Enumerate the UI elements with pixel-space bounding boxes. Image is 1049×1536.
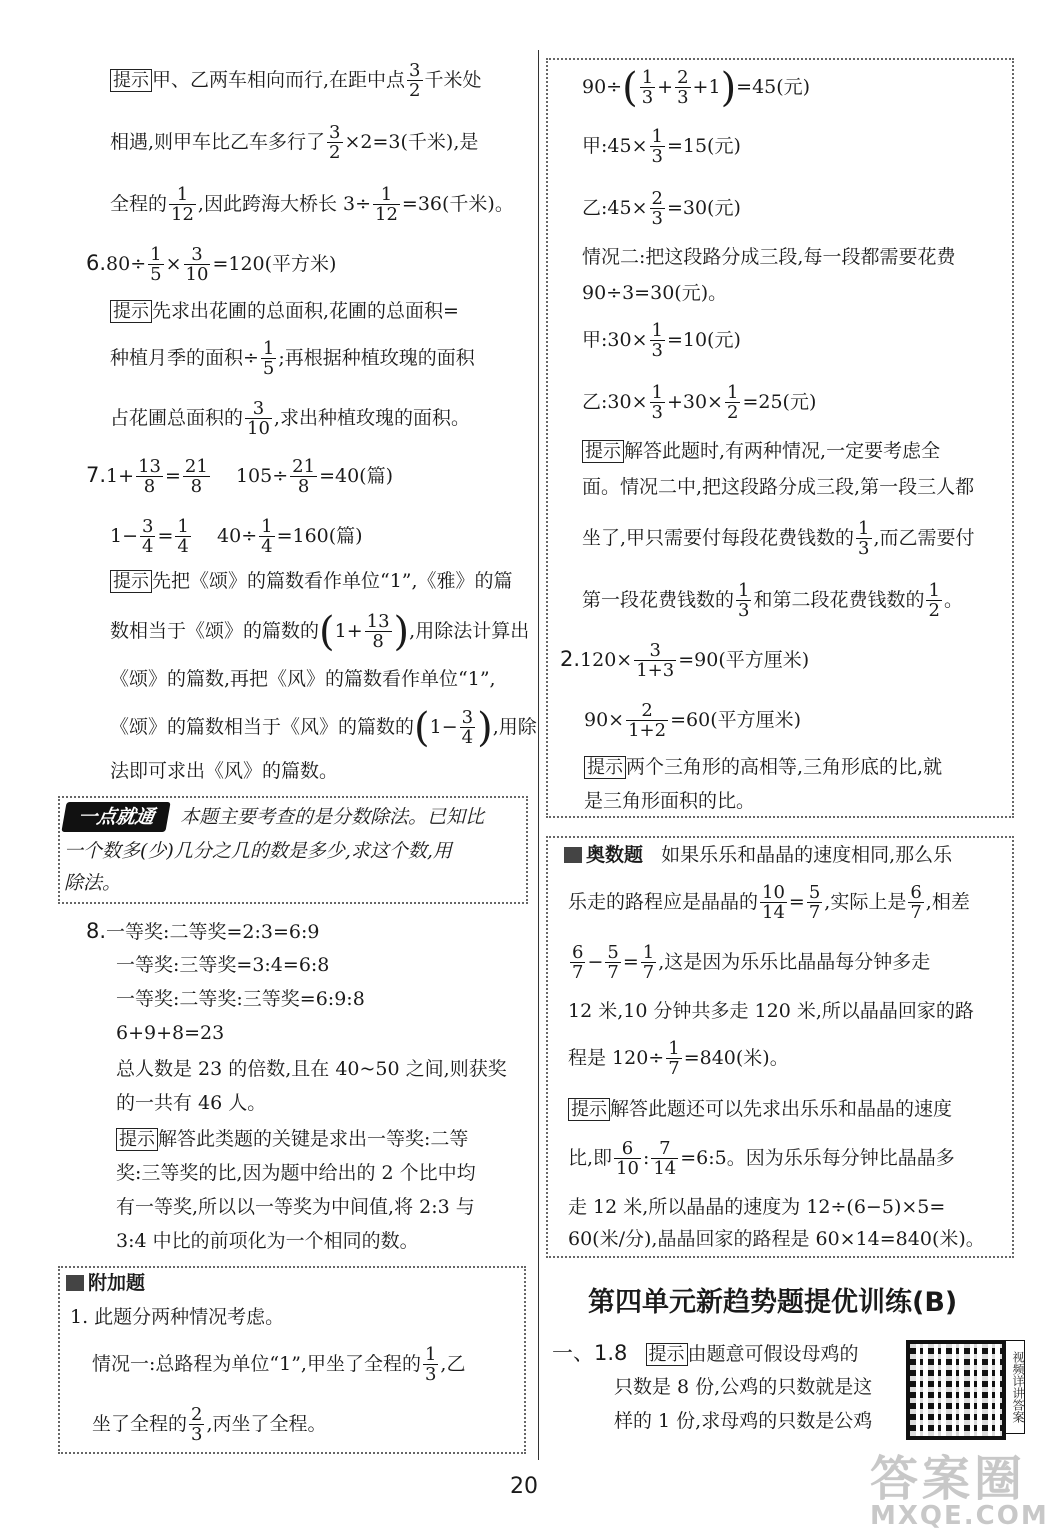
question-number: 2. <box>560 647 581 671</box>
q8-line5: 总人数是 23 的倍数,且在 40~50 之间,则获奖 <box>116 1058 507 1080</box>
hint1-line3: 全程的 $\frac{1}{12}$ ,因此跨海大桥长 3÷ $\frac{1}{12}$ =36(千米)。 <box>110 184 514 225</box>
fraction: $\frac{1}{3}$ <box>651 126 663 167</box>
hint-tag: 提示 <box>646 1343 688 1366</box>
q7-answer-line2: 1− $\frac{3}{4}$ = $\frac{1}{4}$ 40÷ $\frac{1}{4}$ =160(篇) <box>110 516 363 557</box>
fraction: $\frac{1}{2}$ <box>928 580 940 621</box>
fraction: $\frac{2}{3}$ <box>191 1404 203 1445</box>
q7-hint-line5: 法即可求出《风》的篇数。 <box>110 760 339 782</box>
section-icon <box>66 1275 84 1291</box>
fraction: $\frac{1}{12}$ <box>375 184 398 225</box>
fraction: $\frac{1}{7}$ <box>642 942 655 983</box>
question-number: 6. <box>86 251 107 275</box>
page-number: 20 <box>510 1474 538 1499</box>
q8-hint-line3: 有一等奖,所以以一等奖为中间值,将 2:3 与 <box>116 1196 475 1218</box>
olympiad-hint-line3: 走 12 米,所以晶晶的速度为 12÷(6−5)×5= <box>568 1196 946 1218</box>
olympiad-hint-line4: 60(米/分),晶晶回家的路程是 60×14=840(米)。 <box>568 1228 985 1250</box>
fraction: $\frac{10}{14}$ <box>762 882 785 923</box>
q8-line3: 一等奖:二等奖:三等奖=6:9:8 <box>116 988 365 1010</box>
q8-line4: 6+9+8=23 <box>116 1022 225 1044</box>
key-point-line2: 一个数多(少)几分之几的数是多少,求这个数,用 <box>64 840 452 862</box>
fraction: $\frac{21}{8}$ <box>184 456 208 497</box>
column-divider <box>538 50 539 1460</box>
fraction: $\frac{1}{4}$ <box>261 516 273 557</box>
fraction: $\frac{2}{1+2}$ <box>628 700 667 741</box>
q8-hint-line1: 提示 解答此类题的关键是求出一等奖:二等 <box>116 1124 468 1155</box>
q6-hint-line1: 提示 先求出花圃的总面积,花圃的总面积= <box>110 296 459 327</box>
cont-line6: 甲:30× $\frac{1}{3}$ =10(元) <box>582 320 741 361</box>
fraction: $\frac{2}{3}$ <box>651 188 663 229</box>
q8-line1: 8.一等奖:二等奖=2:3=6:9 <box>86 919 320 943</box>
q2-line2: 90× $\frac{2}{1+2}$ =60(平方厘米) <box>584 700 802 741</box>
hint1-line1: 提示 甲、乙两车相向而行,在距中点 $\frac{3}{2}$ 千米处 <box>110 62 482 100</box>
fraction: $\frac{21}{8}$ <box>292 456 316 497</box>
cont-line2: 甲:45× $\frac{1}{3}$ =15(元) <box>582 126 741 167</box>
fraction: $\frac{1}{3}$ <box>858 518 870 559</box>
cont-hint-line3: 坐了,甲只需要付每段花费钱数的 $\frac{1}{3}$ ,而乙需要付 <box>582 518 975 559</box>
key-point-label: 一点就通 <box>61 802 170 832</box>
fraction: $\frac{6}{7}$ <box>910 882 922 923</box>
fraction: $\frac{1}{12}$ <box>171 184 194 225</box>
q7-hint-line3: 《颂》的篇数,再把《风》的篇数看作单位“1”, <box>110 668 496 690</box>
cont-line5: 90÷3=30(元)。 <box>582 282 728 304</box>
cont-hint-line2: 面。情况二中,把这段路分成三段,第一段三人都 <box>582 476 975 498</box>
q8-line6: 的一共有 46 人。 <box>116 1092 267 1114</box>
fraction: $\frac{13}{8}$ <box>138 456 161 497</box>
fraction: $\frac{3}{4}$ <box>461 707 474 748</box>
fraction: $\frac{3}{1+3}$ <box>636 640 675 681</box>
fraction: $\frac{5}{7}$ <box>607 942 619 983</box>
q2-hint-line2: 是三角形面积的比。 <box>584 790 756 812</box>
olympiad-line1: 奥数题 如果乐乐和晶晶的速度相同,那么乐 <box>564 840 952 870</box>
q6-answer: 6.80÷ $\frac{1}{5}$ × $\frac{3}{10}$ =120(平方米) <box>86 244 337 285</box>
q7-answer-line1: 7.1+ $\frac{13}{8}$ = $\frac{21}{8}$ 105÷ $\frac{21}{8}$ =40(篇) <box>86 456 393 497</box>
olympiad-hint-line1: 提示 解答此题还可以先求出乐乐和晶晶的速度 <box>568 1094 952 1125</box>
question-number: 8. <box>86 919 107 943</box>
fraction: $\frac{1}{5}$ <box>262 338 275 379</box>
q8-hint-line4: 3:4 中比的前项化为一个相同的数。 <box>116 1230 419 1252</box>
q7-hint-line2: 数相当于《颂》的篇数的(1+ $\frac{13}{8}$ ),用除法计算出 <box>110 609 530 655</box>
fraction: $\frac{2}{3}$ <box>677 67 689 108</box>
fraction: $\frac{1}{3}$ <box>651 320 663 361</box>
olympiad-line5: 程是 120÷ $\frac{1}{7}$ =840(米)。 <box>568 1038 789 1079</box>
section1-line2: 只数是 8 份,公鸡的只数就是这 <box>614 1376 873 1398</box>
hint1-line2: 相遇,则甲车比乙车多行了 $\frac{3}{2}$ ×2=3(千米),是 <box>110 122 479 163</box>
fraction: $\frac{1}{3}$ <box>651 382 663 423</box>
fraction: $\frac{3}{10}$ <box>247 398 270 439</box>
q6-hint-line3: 占花圃总面积的 $\frac{3}{10}$ ,求出种植玫瑰的面积。 <box>110 398 470 439</box>
olympiad-line3: $\frac{6}{7}$ − $\frac{5}{7}$ = $\frac{1}{7}$ ,这是因为乐乐比晶晶每分钟多走 <box>572 942 931 983</box>
fraction: $\frac{1}{3}$ <box>641 67 654 108</box>
q6-hint-line2: 种植月季的面积÷ $\frac{1}{5}$ ;再根据种植玫瑰的面积 <box>110 338 475 379</box>
q7-hint-line1: 提示 先把《颂》的篇数看作单位“1”,《雅》的篇 <box>110 566 513 597</box>
fraction: $\frac{5}{7}$ <box>808 882 821 923</box>
q2-hint-line1: 提示 两个三角形的高相等,三角形底的比,就 <box>584 752 942 783</box>
section1-line1: 一、1.8 提示 由题意可假设母鸡的 <box>552 1341 859 1365</box>
fraction: $\frac{3}{4}$ <box>142 516 154 557</box>
olympiad-line2: 乐走的路程应是晶晶的 $\frac{10}{14}$ = $\frac{5}{7}$ ,实际上是 $\frac{6}{7}$ ,相差 <box>568 882 970 923</box>
key-point-line1: 一点就通 本题主要考查的是分数除法。已知比 <box>64 802 484 832</box>
question-number: 一、1. <box>552 1341 615 1365</box>
fraction: $\frac{1}{2}$ <box>726 382 739 423</box>
fraction: $\frac{1}{3}$ <box>424 1344 437 1385</box>
bonus-line1: 1. 此题分两种情况考虑。 <box>70 1306 285 1328</box>
bonus-header: 附加题 <box>66 1268 145 1298</box>
cont-line7: 乙:30× $\frac{1}{3}$ +30× $\frac{1}{2}$ =25(元) <box>582 382 817 423</box>
bonus-line3: 坐了全程的 $\frac{2}{3}$ ,丙坐了全程。 <box>92 1404 327 1445</box>
qr-code[interactable] <box>906 1340 1006 1440</box>
bonus-line2: 情况一:总路程为单位“1”,甲坐了全程的 $\frac{1}{3}$ ,乙 <box>92 1344 466 1385</box>
fraction: $\frac{13}{8}$ <box>366 611 390 652</box>
q2-line1: 2.120× $\frac{3}{1+3}$ =90(平方厘米) <box>560 640 810 681</box>
cont-line1: 90÷( $\frac{1}{3}$ + $\frac{2}{3}$ +1)=45(元) <box>582 65 811 111</box>
fraction: $\frac{3}{10}$ <box>185 244 209 285</box>
fraction: $\frac{6}{7}$ <box>572 942 584 983</box>
hint-tag: 提示 <box>582 440 624 463</box>
q8-hint-line2: 奖:三等奖的比,因为题中给出的 2 个比中均 <box>116 1162 476 1184</box>
hint-tag: 提示 <box>110 69 152 92</box>
qr-label: 视频详讲答案 <box>1003 1340 1025 1434</box>
q8-line2: 一等奖:三等奖=3:4=6:8 <box>116 954 330 976</box>
watermark: 答案圈 MXQE.COM <box>870 1451 1049 1531</box>
fraction: $\frac{7}{14}$ <box>653 1138 677 1179</box>
olympiad-line4: 12 米,10 分钟共多走 120 米,所以晶晶回家的路 <box>568 1000 974 1022</box>
q7-hint-line4: 《颂》的篇数相当于《风》的篇数的(1− $\frac{3}{4}$ ),用除 <box>110 705 537 751</box>
key-point-line3: 除法。 <box>64 872 122 894</box>
cont-hint-line1: 提示 解答此题时,有两种情况,一定要考虑全 <box>582 436 940 467</box>
hint-tag: 提示 <box>116 1128 158 1151</box>
cont-hint-line4: 第一段花费钱数的 $\frac{1}{3}$ 和第二段花费钱数的 $\frac{1}{2}$ 。 <box>582 580 963 621</box>
hint-tag: 提示 <box>568 1098 610 1121</box>
cont-line3: 乙:45× $\frac{2}{3}$ =30(元) <box>582 188 741 229</box>
hint-tag: 提示 <box>584 756 626 779</box>
fraction: $\frac{1}{3}$ <box>738 580 750 621</box>
olympiad-hint-line2: 比,即 $\frac{6}{10}$ : $\frac{7}{14}$ =6:5。因为乐乐每分钟比晶晶多 <box>568 1138 955 1179</box>
fraction: $\frac{6}{10}$ <box>616 1138 639 1179</box>
hint-tag: 提示 <box>110 570 152 593</box>
fraction: $\frac{3}{2}$ <box>329 122 341 163</box>
question-number: 7. <box>86 463 107 487</box>
section-icon <box>564 847 582 863</box>
section-title: 第四单元新趋势题提优训练(B) <box>588 1287 958 1318</box>
fraction: $\frac{1}{5}$ <box>150 244 162 285</box>
hint-tag: 提示 <box>110 300 152 323</box>
cont-line4: 情况二:把这段路分成三段,每一段都需要花费 <box>582 246 956 268</box>
fraction: $\frac{1}{4}$ <box>177 516 189 557</box>
section1-line3: 样的 1 份,求母鸡的只数是公鸡 <box>614 1410 873 1432</box>
fraction: $\frac{1}{7}$ <box>668 1038 680 1079</box>
fraction: $\frac{3}{2}$ <box>409 60 421 101</box>
